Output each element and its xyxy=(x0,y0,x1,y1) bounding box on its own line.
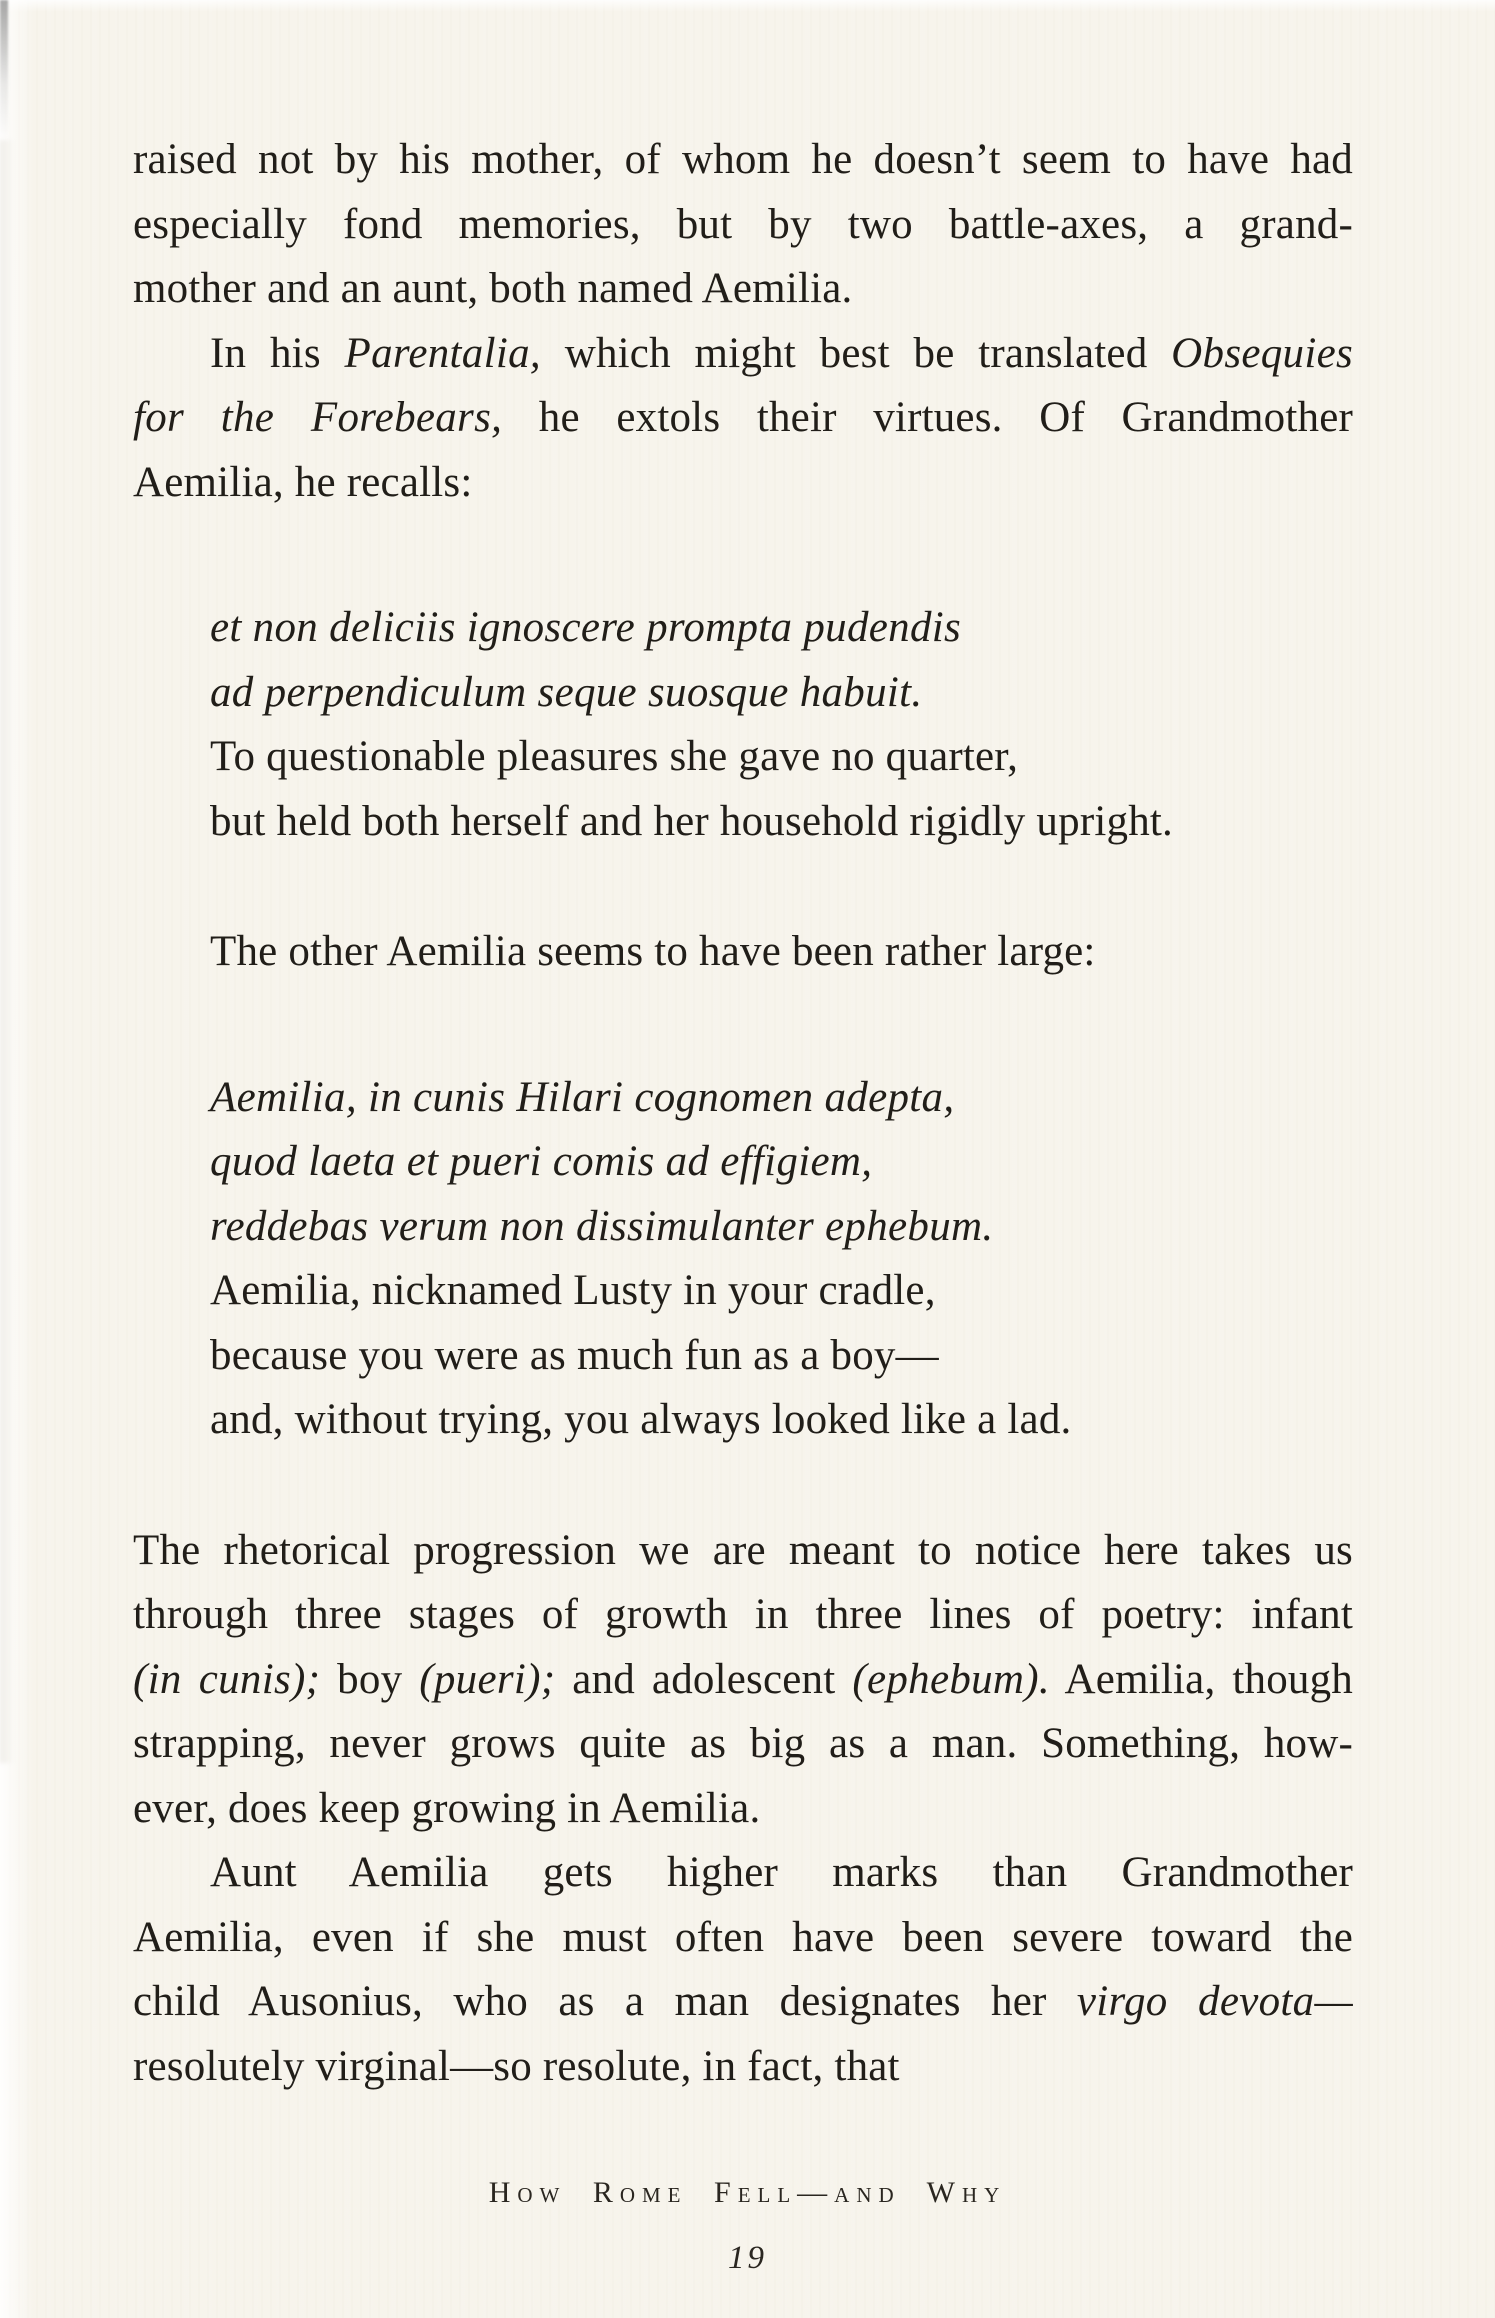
verse-line xyxy=(210,661,1353,726)
text-line xyxy=(133,451,1353,516)
text-run: through three stages of growth in three lines of poetry: infant xyxy=(133,1591,1353,1638)
verse-line xyxy=(210,1130,1353,1195)
text-run: Aemilia, he recalls: xyxy=(133,458,473,506)
text-line xyxy=(133,1777,1353,1842)
text-line xyxy=(133,1648,1353,1713)
verse-line xyxy=(210,1066,1353,1131)
scan-edge-top xyxy=(0,0,1495,12)
running-title: How Rome Fell—and Why xyxy=(488,2176,1007,2209)
text-run: raised not by his mother, of whom he doesn’t seem to have had xyxy=(133,136,1353,183)
text-line xyxy=(133,1970,1353,2035)
paragraph xyxy=(133,322,1353,516)
italic-run: (in cunis); xyxy=(133,1655,321,1703)
text-run: especially fond memories, but by two battle-axes, a grand- xyxy=(133,200,1353,248)
italic-run: (ephebum). xyxy=(852,1655,1050,1703)
verse-block xyxy=(210,1066,1353,1453)
text-run: In his xyxy=(210,329,345,377)
italic-run: Obsequies xyxy=(1171,329,1354,377)
text-column xyxy=(133,128,1353,2099)
italic-run: virgo devota— xyxy=(1076,1978,1354,2025)
text-run: resolutely virginal—so resolute, in fact, that xyxy=(133,2042,900,2090)
verse-line xyxy=(210,1195,1353,1260)
text-run: and, without trying, you always looked like a lad. xyxy=(210,1396,1072,1443)
text-run: and adolescent xyxy=(555,1655,853,1703)
text-run: The other Aemilia seems to have been rather large: xyxy=(210,928,1096,975)
italic-run: quod laeta et pueri comis ad effigiem, xyxy=(210,1138,873,1185)
verse-line xyxy=(210,1324,1353,1389)
scan-left-shading xyxy=(0,140,14,1763)
italic-run: et non deliciis ignoscere prompta pudendis xyxy=(210,604,962,651)
italic-run: Aemilia, in cunis Hilari cognomen adepta, xyxy=(210,1073,955,1121)
text-line xyxy=(133,128,1353,193)
verse-line xyxy=(210,596,1353,661)
paragraph xyxy=(133,920,1353,985)
verse-line xyxy=(210,725,1353,790)
text-line xyxy=(133,1841,1353,1906)
text-line xyxy=(133,1583,1353,1648)
italic-run: for the Forebears, xyxy=(133,394,503,441)
text-line xyxy=(133,920,1353,985)
text-line xyxy=(133,1906,1353,1971)
text-line xyxy=(133,257,1353,322)
verse-line xyxy=(210,790,1353,855)
text-line xyxy=(133,1712,1353,1777)
italic-run: ad perpendiculum seque suosque habuit. xyxy=(210,668,923,716)
text-run: Aemilia, though xyxy=(1049,1655,1353,1703)
text-run: strapping, never grows quite as big as a man. Something, how- xyxy=(133,1720,1353,1767)
text-run: Aemilia, nicknamed Lusty in your cradle, xyxy=(210,1267,936,1314)
text-line xyxy=(133,1519,1353,1584)
text-line xyxy=(133,193,1353,258)
text-run: because you were as much fun as a boy— xyxy=(210,1331,939,1379)
page-number: 19 xyxy=(728,2240,767,2276)
text-run: mother and an aunt, both named Aemilia. xyxy=(133,265,853,312)
verse-line xyxy=(210,1388,1353,1453)
text-run: boy xyxy=(320,1655,420,1703)
text-run: child Ausonius, who as a man designates her xyxy=(133,1978,1077,2025)
paragraph xyxy=(133,128,1353,322)
italic-run: Parentalia, xyxy=(344,329,541,377)
paragraph xyxy=(133,1841,1353,2099)
text-run: Aemilia, even if she must often have been severe toward the xyxy=(133,1913,1353,1961)
text-run: Aunt Aemilia gets higher marks than Grandmother xyxy=(210,1849,1353,1896)
text-run: To questionable pleasures she gave no quarter, xyxy=(210,733,1019,780)
verse-line xyxy=(210,1259,1353,1324)
italic-run: (pueri); xyxy=(419,1655,556,1703)
verse-block xyxy=(210,596,1353,854)
text-run: he extols their virtues. Of Grandmother xyxy=(502,394,1354,441)
text-run: which might best be translated xyxy=(540,329,1172,377)
italic-run: reddebas verum non dissimulanter ephebum. xyxy=(210,1202,994,1250)
text-line xyxy=(133,2035,1353,2100)
text-line xyxy=(133,386,1353,451)
text-run: ever, does keep growing in Aemilia. xyxy=(133,1784,761,1832)
text-run: The rhetorical progression we are meant to notice here takes us xyxy=(133,1526,1353,1574)
paragraph xyxy=(133,1519,1353,1842)
text-run: but held both herself and her household rigidly upright. xyxy=(210,797,1173,845)
scan-streak-artifact xyxy=(0,0,8,140)
text-line xyxy=(133,322,1353,387)
